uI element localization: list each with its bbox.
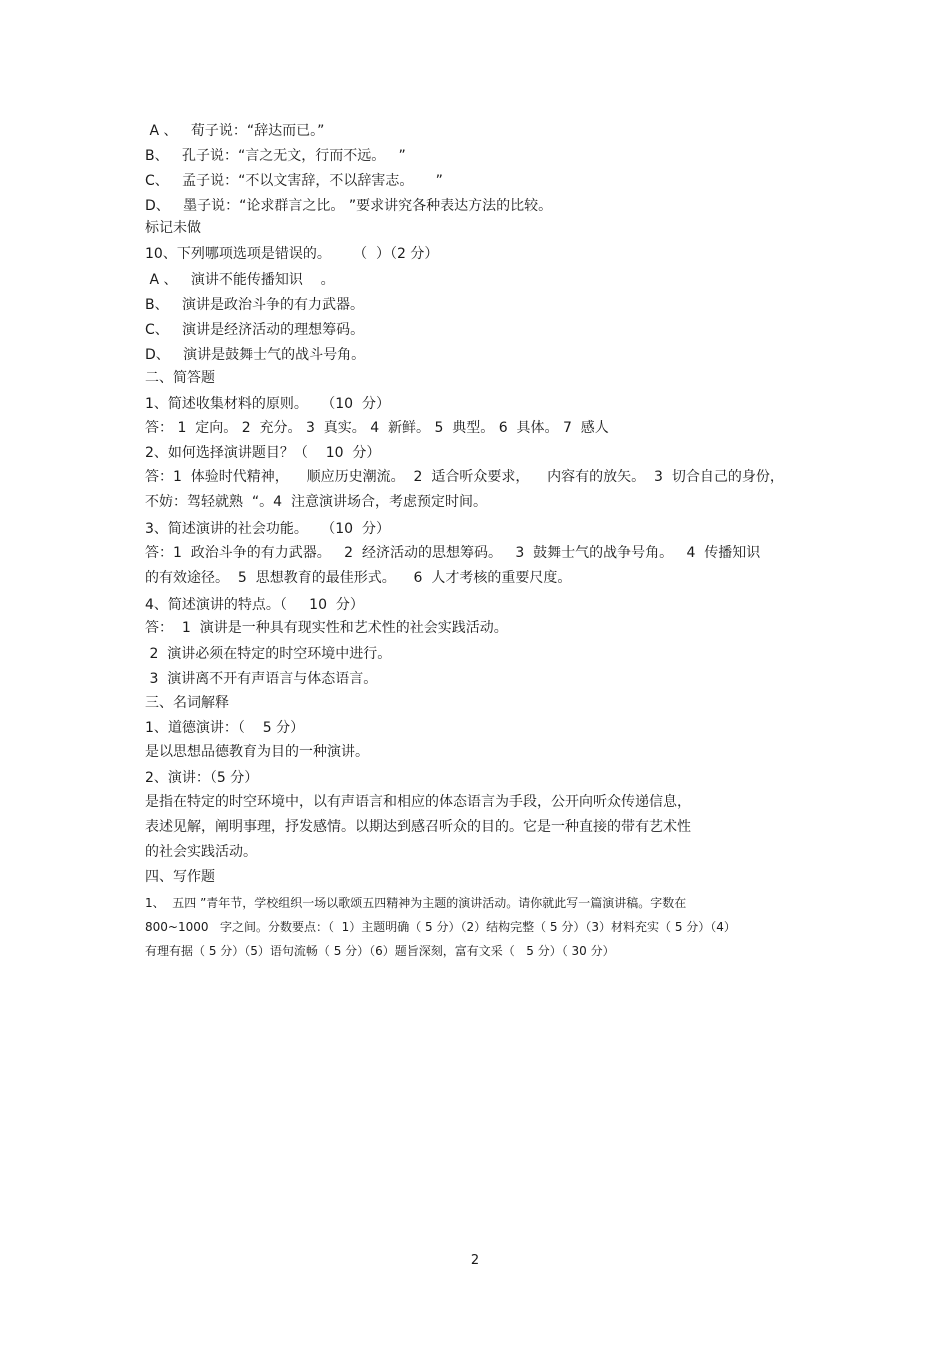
section2-heading: 二、简答题 (145, 370, 215, 386)
s4-writing-line1: 1、 五四 ”青年节，学校组织一场以歌颂五四精神为主题的演讲活动。请你就此写一篇演讲稿。字数在 (145, 896, 687, 910)
s2-answer-4-line1: 答： 1 演讲是一种具有现实性和艺术性的社会实践活动。 (145, 620, 508, 636)
s2-answer-3-line1: 答：1 政治斗争的有力武器。 2 经济活动的思想筹码。 3 鼓舞士气的战争号角。 4 传播知识 (145, 545, 761, 561)
s2-answer-2-line1: 答：1 体验时代精神， 顺应历史潮流。 2 适合听众要求， 内容有的放矢。 3 切合自己的身份， (145, 469, 784, 485)
s3-definition-2-line2: 表述见解，阐明事理，抒发感情。以期达到感召听众的目的。它是一种直接的带有艺术性 (145, 819, 691, 835)
s4-writing-line2: 800~1000 字之间。分数要点：（ 1）主题明确（ 5 分）（2）结构完整（ 5 分）（3）材料充实（ 5 分）（4） (145, 920, 736, 934)
q9-option-b: B、 孔子说：“言之无文，行而不远。 ” (145, 148, 406, 164)
section3-heading: 三、名词解释 (145, 695, 229, 711)
s2-question-1: 1、简述收集材料的原则。 （10 分） (145, 396, 390, 412)
q9-mark: 标记未做 (145, 220, 201, 236)
s2-question-2: 2、如何选择演讲题目？（ 10 分） (145, 445, 381, 461)
q10-option-a: A 、 演讲不能传播知识 。 (145, 272, 335, 288)
q9-option-c: C、 孟子说：“不以文害辞，不以辞害志。 ” (145, 173, 443, 189)
s3-term-1: 1、道德演讲：（ 5 分） (145, 720, 305, 736)
s2-question-4: 4、简述演讲的特点。（ 10 分） (145, 597, 364, 613)
s2-answer-4-line2: 2 演讲必须在特定的时空环境中进行。 (145, 646, 392, 662)
s2-answer-2-line2: 不妨：驾轻就熟 “。4 注意演讲场合，考虑预定时间。 (145, 494, 487, 510)
q10-question: 10、下列哪项选项是错误的。 （ ）（2 分） (145, 246, 439, 262)
s3-definition-2-line3: 的社会实践活动。 (145, 844, 257, 860)
q10-option-c: C、 演讲是经济活动的理想筹码。 (145, 322, 365, 338)
page-number: 2 (470, 1253, 480, 1268)
s2-answer-1: 答： 1 定向。 2 充分。 3 真实。 4 新鲜。 5 典型。 6 具体。 7 感人 (145, 420, 609, 436)
s2-question-3: 3、简述演讲的社会功能。 （10 分） (145, 521, 390, 537)
s2-answer-4-line3: 3 演讲离不开有声语言与体态语言。 (145, 671, 378, 687)
q9-option-a: A 、 荀子说：“辞达而已。” (145, 123, 325, 139)
section4-heading: 四、写作题 (145, 869, 215, 885)
s3-definition-2-line1: 是指在特定的时空环境中，以有声语言和相应的体态语言为手段，公开向听众传递信息， (145, 794, 691, 810)
s3-term-2: 2、演讲：（5 分） (145, 770, 259, 786)
q10-option-d: D、 演讲是鼓舞士气的战斗号角。 (145, 347, 366, 363)
s2-answer-3-line2: 的有效途径。 5 思想教育的最佳形式。 6 人才考核的重要尺度。 (145, 570, 572, 586)
s4-writing-line3: 有理有据（ 5 分）（5）语句流畅（ 5 分）（6）题旨深刻，富有文采（ 5 分）（ 30 分） (145, 944, 615, 958)
q10-option-b: B、 演讲是政治斗争的有力武器。 (145, 297, 364, 313)
q9-option-d: D、 墨子说：“论求群言之比。 ”要求讲究各种表达方法的比较。 (145, 198, 553, 214)
s3-definition-1: 是以思想品德教育为目的一种演讲。 (145, 744, 369, 760)
